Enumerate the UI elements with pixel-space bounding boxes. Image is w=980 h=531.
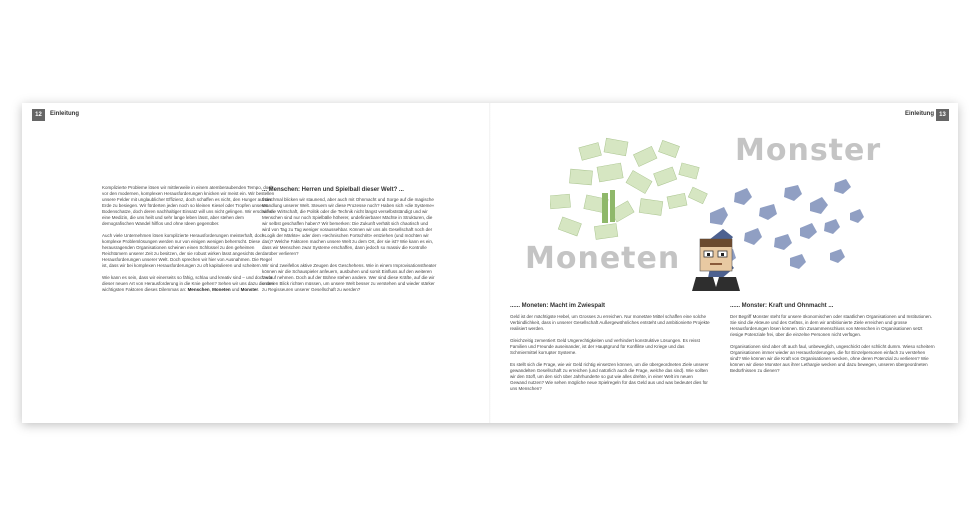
paragraph: Wie kann es sein, dass wir einerseits so fähig, schlau und kreativ sind – und doch vor dieser neuen Art von Herausforderung in die Knie gehen? Sehen wir uns dazu die drei wichtigsten Faktoren dieses Dilemmas an: Menschen, Moneten und Monster. [102,275,274,292]
heading-menschen: ... Menschen: Herren und Spielball dieser Welt? ... [262,187,404,193]
right-column-1 [510,303,710,398]
page-number-left: 12 [32,109,45,121]
title-monster: Monster [735,133,882,168]
person-character-illustration [690,233,750,293]
paragraph: Organisationen sind aber oft auch faul, unbeweglich, ungeschickt oder schlicht dumm. Wieso scheitern Organisationen immer wieder an Herausforderungen, die für Einzelpersonen einfach zu verstehen sind? Wie können wir die Kraft von Organisationen wecken, ohne deren Potenzial zu verlieren? Wie können wir diese Monster aus ihrer Lethargie wecken und dazu bewegen, unseren übergeordneten Bedürfnissen zu dienen? [730,344,935,373]
keyword-connector: und [231,287,240,292]
keyword-menschen: Menschen [187,287,210,292]
left-page [22,103,490,423]
paragraph: Auch viele Unternehmen lösen komplizierte Herausforderungen meisterhaft, doch komplexe Problemlösungen werden nur von einigen wenigen beherrscht. Diese herausragenden Organisationen scheinen einen Schlüssel zu den geheimen Reichtümern unserer Zeit zu besitzen, der sie robust wirken lässt angesichts der Herausforderungen unserer Welt. Doch sprechen wir hier von Ausnahmen. Die Regel ist, dass wir bei komplexen Herausforderungen zu oft kapitulieren und scheitern. [102,233,272,268]
paragraph: Der Begriff Monster steht für unsere ökonomischen oder staatlichen Organisationen und Institutionen. Sie sind die Akteure und des Gefäss, in dem wir ambitionierte Ziele erreichen und grosse Herausforderungen lösen können. Ein Zusammenschluss von Menschen in Organisationen setzt riesige Potenziale frei, über die einzelne Personen nicht verfügen. [730,314,933,337]
heading-monster: ...... Monster: Kraft und Ohnmacht ... [730,303,834,309]
left-column-2 [262,187,437,299]
paragraph-text: Wie kann es sein, dass wir einerseits so fähig, schlau und kreativ sind – und doch vor dieser neuen Art von Herausforderung in die Knie gehen? Sehen wir uns dazu die drei wichtigsten Faktoren dieses Dilemmas an: [102,275,274,292]
monster-hands-illustration [650,153,880,293]
paragraph: Manchmal blicken wir staunend, aber auch mit Ohnmacht und Sorge auf die magische Wandlung unserer Welt. Steuern wir diese Prozesse noch? Haben sich »die Systeme« wie die Wirtschaft, die Politik oder die Technik nicht längst verselbstständigt und wir Menschen sind nur noch Spielbälle höherer, undefinierbarer Mächte in Strukturen, die wir selbst geschaffen haben? Wir bemerken: Die Zukunft verhält sich chaotisch und wird von Tag zu Tag weniger voraussehbar. Können wir uns als Gesellschaft noch der »Logik der Märkte« oder dem »technischen Fortschritt« entziehen (und möchten wir das)? Welche Faktoren machen unsere Welt zu dem Ort, der sie ist? Wie kann es ein, dass wir Menschen zwar Systeme erschaffen, dann jedoch so massiv die Kontrolle darüber verlieren? [262,197,435,256]
left-column-1 [102,185,277,299]
paragraph: Es stellt sich die Frage, wie wir Geld richtig einsetzen können, um die übergeordneten Ziele unserer gewandelten Gesellschaft zu erreichen (und natürlich auch die Frage, welche das sind). Wie sollten wir den Stoff, um den sich über Jahrhunderte so gut wie alles drehte, in einer Welt im neuen Gewand nutzen? Wie sehen mögliche neue Spielregeln für das Geld aus und was bedeutet dies für uns Menschen? [510,362,709,391]
keyword-monster: Monster [240,287,259,292]
right-column-2 [730,303,935,380]
section-title-right: Einleitung [905,111,934,117]
page-number-right: 13 [936,109,949,121]
paragraph: Komplizierte Probleme lösen wir mittlerweile in einem atemberaubenden Tempo, doch vor den modernen, komplexen Herausforderungen knicken wir meist ein. Wir bestellen unsere Felder mit unglaublicher Effizienz, doch schaffen es nicht, den Hunger auf der Erde zu besiegen. Wir förderten jeden noch so kleinen Kiesel oder Tropfen unseres Bodenschatze, doch deren nachhaltiger Einsatz will uns nicht gelingen. Wir erschaffen eine Medizin, die uns heilt und sehr lange leben lässt, aber stehen dem demografischen Wandel hilflos und ohne Ideen gegenüber. [102,185,275,226]
title-moneten: Moneten [525,241,681,276]
book-spread [22,103,958,423]
paragraph: Wir sind zweifellos aktive Zeugen des Geschehens. Wie in einem Improvisationstheater können wir die Schauspieler anfeuern, ausbuhen und somit Einfluss auf den weiteren Verlauf nehmen. Doch auf der Bühne stehen andere. Wer sind diese Kräfte, auf die wir unseren Blick richten müssen, um unsere Welt besser zu verstehen und wieder stärker zu Regisseuren unserer Gesellschaft zu werden? [262,263,437,292]
keyword-moneten: Moneten [212,287,231,292]
paragraph: Geld ist der mächtigste Hebel, um Grosses zu erreichen. Nur monetäre Mittel schaffen eine solche Verbindlichkeit, dass in unserer Gesellschaft Außergewöhnliches entsteht und ambitionierte Projekte realisiert werden. [510,314,710,331]
section-title-left: Einleitung [50,111,79,117]
right-page [490,103,958,423]
paragraph: Gleichzeitig zementiert Geld Ungerechtigkeiten und verhindert konstruktive Lösungen. Es reisst Familien und Freunde auseinander, ist der Hauptgrund für Konflikte und Kriege und das Schmiermittel korrupter Systeme. [510,338,700,355]
heading-moneten: ...... Moneten: Macht im Zwiespalt [510,303,606,309]
